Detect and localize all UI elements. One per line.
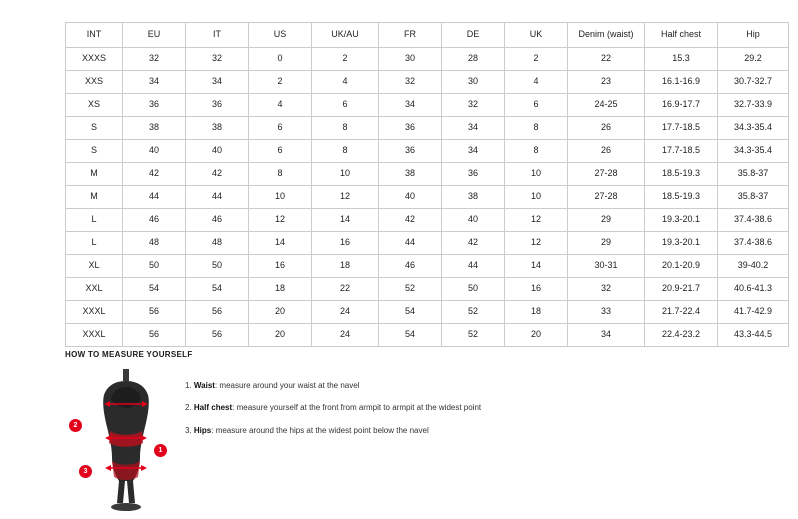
cell-int: M xyxy=(66,186,123,209)
size-conversion-table-wrapper xyxy=(65,22,773,347)
table-row xyxy=(66,255,789,278)
cell-denim: 29 xyxy=(568,232,645,255)
cell-eu: 32 xyxy=(123,48,186,71)
cell-uk: 4 xyxy=(505,71,568,94)
cell-hip: 29.2 xyxy=(718,48,789,71)
measure-notes-column xyxy=(185,369,733,448)
cell-de: 44 xyxy=(442,255,505,278)
cell-int: XXS xyxy=(66,71,123,94)
cell-fr: 54 xyxy=(379,301,442,324)
cell-us: 12 xyxy=(249,209,312,232)
cell-hip: 37.4-38.6 xyxy=(718,209,789,232)
cell-int: XXXL xyxy=(66,301,123,324)
cell-int: XL xyxy=(66,255,123,278)
column-header-hip: Hip xyxy=(718,23,789,48)
how-to-measure-body xyxy=(65,369,733,514)
marker-half-chest: 2 xyxy=(69,419,82,432)
cell-de: 32 xyxy=(442,94,505,117)
cell-uk: 2 xyxy=(505,48,568,71)
cell-eu: 44 xyxy=(123,186,186,209)
cell-hip: 35.8-37 xyxy=(718,163,789,186)
cell-hip: 41.7-42.9 xyxy=(718,301,789,324)
cell-eu: 48 xyxy=(123,232,186,255)
cell-eu: 36 xyxy=(123,94,186,117)
cell-int: XXXL xyxy=(66,324,123,347)
table-row xyxy=(66,324,789,347)
cell-us: 14 xyxy=(249,232,312,255)
measure-note-index: 3. xyxy=(185,425,192,435)
cell-de: 52 xyxy=(442,301,505,324)
measure-note-half-chest xyxy=(185,403,733,413)
cell-it: 54 xyxy=(186,278,249,301)
how-to-measure-section xyxy=(65,350,733,514)
cell-uk: 8 xyxy=(505,140,568,163)
cell-de: 30 xyxy=(442,71,505,94)
cell-half-chest: 18.5-19.3 xyxy=(645,186,718,209)
cell-us: 6 xyxy=(249,117,312,140)
cell-it: 34 xyxy=(186,71,249,94)
cell-hip: 37.4-38.6 xyxy=(718,232,789,255)
cell-int: XXL xyxy=(66,278,123,301)
cell-uk-au: 2 xyxy=(312,48,379,71)
cell-hip: 34.3-35.4 xyxy=(718,140,789,163)
cell-half-chest: 16.1-16.9 xyxy=(645,71,718,94)
measure-note-waist xyxy=(185,381,733,391)
cell-uk-au: 12 xyxy=(312,186,379,209)
cell-eu: 46 xyxy=(123,209,186,232)
cell-half-chest: 20.9-21.7 xyxy=(645,278,718,301)
cell-hip: 35.8-37 xyxy=(718,186,789,209)
cell-denim: 22 xyxy=(568,48,645,71)
cell-hip: 39-40.2 xyxy=(718,255,789,278)
cell-fr: 34 xyxy=(379,94,442,117)
cell-uk-au: 10 xyxy=(312,163,379,186)
cell-fr: 32 xyxy=(379,71,442,94)
table-row xyxy=(66,71,789,94)
measure-note-term: Waist xyxy=(193,381,215,390)
cell-de: 34 xyxy=(442,117,505,140)
cell-us: 0 xyxy=(249,48,312,71)
cell-uk: 14 xyxy=(505,255,568,278)
cell-denim: 27-28 xyxy=(568,163,645,186)
cell-de: 34 xyxy=(442,140,505,163)
cell-it: 50 xyxy=(186,255,249,278)
cell-half-chest: 21.7-22.4 xyxy=(645,301,718,324)
cell-fr: 42 xyxy=(379,209,442,232)
cell-uk: 20 xyxy=(505,324,568,347)
cell-uk-au: 18 xyxy=(312,255,379,278)
cell-uk: 6 xyxy=(505,94,568,117)
cell-fr: 44 xyxy=(379,232,442,255)
cell-us: 16 xyxy=(249,255,312,278)
cell-fr: 40 xyxy=(379,186,442,209)
cell-fr: 36 xyxy=(379,117,442,140)
table-row xyxy=(66,186,789,209)
cell-denim: 32 xyxy=(568,278,645,301)
cell-eu: 50 xyxy=(123,255,186,278)
cell-half-chest: 18.5-19.3 xyxy=(645,163,718,186)
column-header-us: US xyxy=(249,23,312,48)
measure-note-text: : measure yourself at the front from armpit to armpit at the widest point xyxy=(232,403,482,413)
cell-eu: 56 xyxy=(123,301,186,324)
cell-uk: 10 xyxy=(505,163,568,186)
cell-fr: 46 xyxy=(379,255,442,278)
cell-us: 2 xyxy=(249,71,312,94)
cell-de: 42 xyxy=(442,232,505,255)
cell-us: 18 xyxy=(249,278,312,301)
table-row xyxy=(66,232,789,255)
cell-uk-au: 22 xyxy=(312,278,379,301)
measure-note-hips xyxy=(185,426,733,436)
mannequin-icon xyxy=(93,369,159,514)
cell-de: 50 xyxy=(442,278,505,301)
cell-uk-au: 4 xyxy=(312,71,379,94)
cell-eu: 42 xyxy=(123,163,186,186)
measure-note-index: 1. xyxy=(185,381,192,390)
cell-hip: 34.3-35.4 xyxy=(718,117,789,140)
cell-hip: 43.3-44.5 xyxy=(718,324,789,347)
cell-it: 38 xyxy=(186,117,249,140)
column-header-eu: EU xyxy=(123,23,186,48)
cell-eu: 38 xyxy=(123,117,186,140)
measure-note-text: : measure around the hips at the widest point below the navel xyxy=(211,425,429,435)
cell-fr: 36 xyxy=(379,140,442,163)
cell-uk: 12 xyxy=(505,232,568,255)
column-header-denim-waist: Denim (waist) xyxy=(568,23,645,48)
column-header-half-chest: Half chest xyxy=(645,23,718,48)
cell-it: 48 xyxy=(186,232,249,255)
cell-uk: 12 xyxy=(505,209,568,232)
how-to-measure-title: HOW TO MEASURE YOURSELF xyxy=(65,350,193,359)
cell-fr: 30 xyxy=(379,48,442,71)
cell-it: 56 xyxy=(186,301,249,324)
cell-it: 42 xyxy=(186,163,249,186)
cell-us: 20 xyxy=(249,301,312,324)
cell-denim: 30-31 xyxy=(568,255,645,278)
cell-denim: 27-28 xyxy=(568,186,645,209)
cell-uk-au: 6 xyxy=(312,94,379,117)
cell-de: 36 xyxy=(442,163,505,186)
column-header-uk-au: UK/AU xyxy=(312,23,379,48)
table-row xyxy=(66,278,789,301)
cell-it: 46 xyxy=(186,209,249,232)
cell-us: 10 xyxy=(249,186,312,209)
cell-int: XS xyxy=(66,94,123,117)
table-row xyxy=(66,117,789,140)
cell-denim: 26 xyxy=(568,140,645,163)
cell-uk-au: 24 xyxy=(312,301,379,324)
cell-it: 44 xyxy=(186,186,249,209)
cell-us: 4 xyxy=(249,94,312,117)
cell-int: S xyxy=(66,117,123,140)
cell-half-chest: 17.7-18.5 xyxy=(645,117,718,140)
cell-uk-au: 24 xyxy=(312,324,379,347)
measure-note-text: : measure around your waist at the navel xyxy=(214,381,360,390)
mannequin-figure-column xyxy=(65,369,185,514)
cell-denim: 33 xyxy=(568,301,645,324)
measure-note-index: 2. xyxy=(185,403,192,413)
cell-half-chest: 16.9-17.7 xyxy=(645,94,718,117)
cell-half-chest: 15.3 xyxy=(645,48,718,71)
cell-half-chest: 19.3-20.1 xyxy=(645,232,718,255)
table-row xyxy=(66,48,789,71)
table-row xyxy=(66,94,789,117)
cell-fr: 54 xyxy=(379,324,442,347)
cell-us: 8 xyxy=(249,163,312,186)
table-row xyxy=(66,301,789,324)
cell-half-chest: 17.7-18.5 xyxy=(645,140,718,163)
cell-us: 20 xyxy=(249,324,312,347)
marker-waist: 1 xyxy=(154,444,167,457)
cell-hip: 32.7-33.9 xyxy=(718,94,789,117)
cell-uk-au: 8 xyxy=(312,140,379,163)
measure-note-term: Hips xyxy=(193,425,212,435)
cell-uk: 16 xyxy=(505,278,568,301)
cell-uk-au: 14 xyxy=(312,209,379,232)
cell-fr: 38 xyxy=(379,163,442,186)
cell-denim: 26 xyxy=(568,117,645,140)
cell-int: L xyxy=(66,209,123,232)
cell-denim: 34 xyxy=(568,324,645,347)
cell-uk: 10 xyxy=(505,186,568,209)
cell-int: XXXS xyxy=(66,48,123,71)
cell-it: 36 xyxy=(186,94,249,117)
cell-uk-au: 8 xyxy=(312,117,379,140)
column-header-it: IT xyxy=(186,23,249,48)
cell-eu: 40 xyxy=(123,140,186,163)
cell-denim: 23 xyxy=(568,71,645,94)
cell-int: M xyxy=(66,163,123,186)
column-header-fr: FR xyxy=(379,23,442,48)
table-header-row xyxy=(66,23,789,48)
cell-denim: 29 xyxy=(568,209,645,232)
cell-de: 38 xyxy=(442,186,505,209)
cell-uk-au: 16 xyxy=(312,232,379,255)
cell-denim: 24-25 xyxy=(568,94,645,117)
cell-eu: 56 xyxy=(123,324,186,347)
cell-int: L xyxy=(66,232,123,255)
cell-half-chest: 19.3-20.1 xyxy=(645,209,718,232)
column-header-int: INT xyxy=(66,23,123,48)
cell-half-chest: 20.1-20.9 xyxy=(645,255,718,278)
size-conversion-table xyxy=(65,22,789,347)
cell-fr: 52 xyxy=(379,278,442,301)
cell-de: 40 xyxy=(442,209,505,232)
cell-de: 28 xyxy=(442,48,505,71)
cell-half-chest: 22.4-23.2 xyxy=(645,324,718,347)
table-row xyxy=(66,163,789,186)
cell-int: S xyxy=(66,140,123,163)
cell-eu: 54 xyxy=(123,278,186,301)
table-row xyxy=(66,209,789,232)
measure-note-term: Half chest xyxy=(193,403,233,413)
cell-de: 52 xyxy=(442,324,505,347)
cell-hip: 40.6-41.3 xyxy=(718,278,789,301)
cell-hip: 30.7-32.7 xyxy=(718,71,789,94)
cell-it: 32 xyxy=(186,48,249,71)
cell-it: 56 xyxy=(186,324,249,347)
cell-eu: 34 xyxy=(123,71,186,94)
mannequin-illustration xyxy=(93,369,159,514)
cell-us: 6 xyxy=(249,140,312,163)
column-header-de: DE xyxy=(442,23,505,48)
marker-hips: 3 xyxy=(79,465,92,478)
table-body xyxy=(66,48,789,347)
cell-uk: 8 xyxy=(505,117,568,140)
table-row xyxy=(66,140,789,163)
column-header-uk: UK xyxy=(505,23,568,48)
cell-uk: 18 xyxy=(505,301,568,324)
cell-it: 40 xyxy=(186,140,249,163)
